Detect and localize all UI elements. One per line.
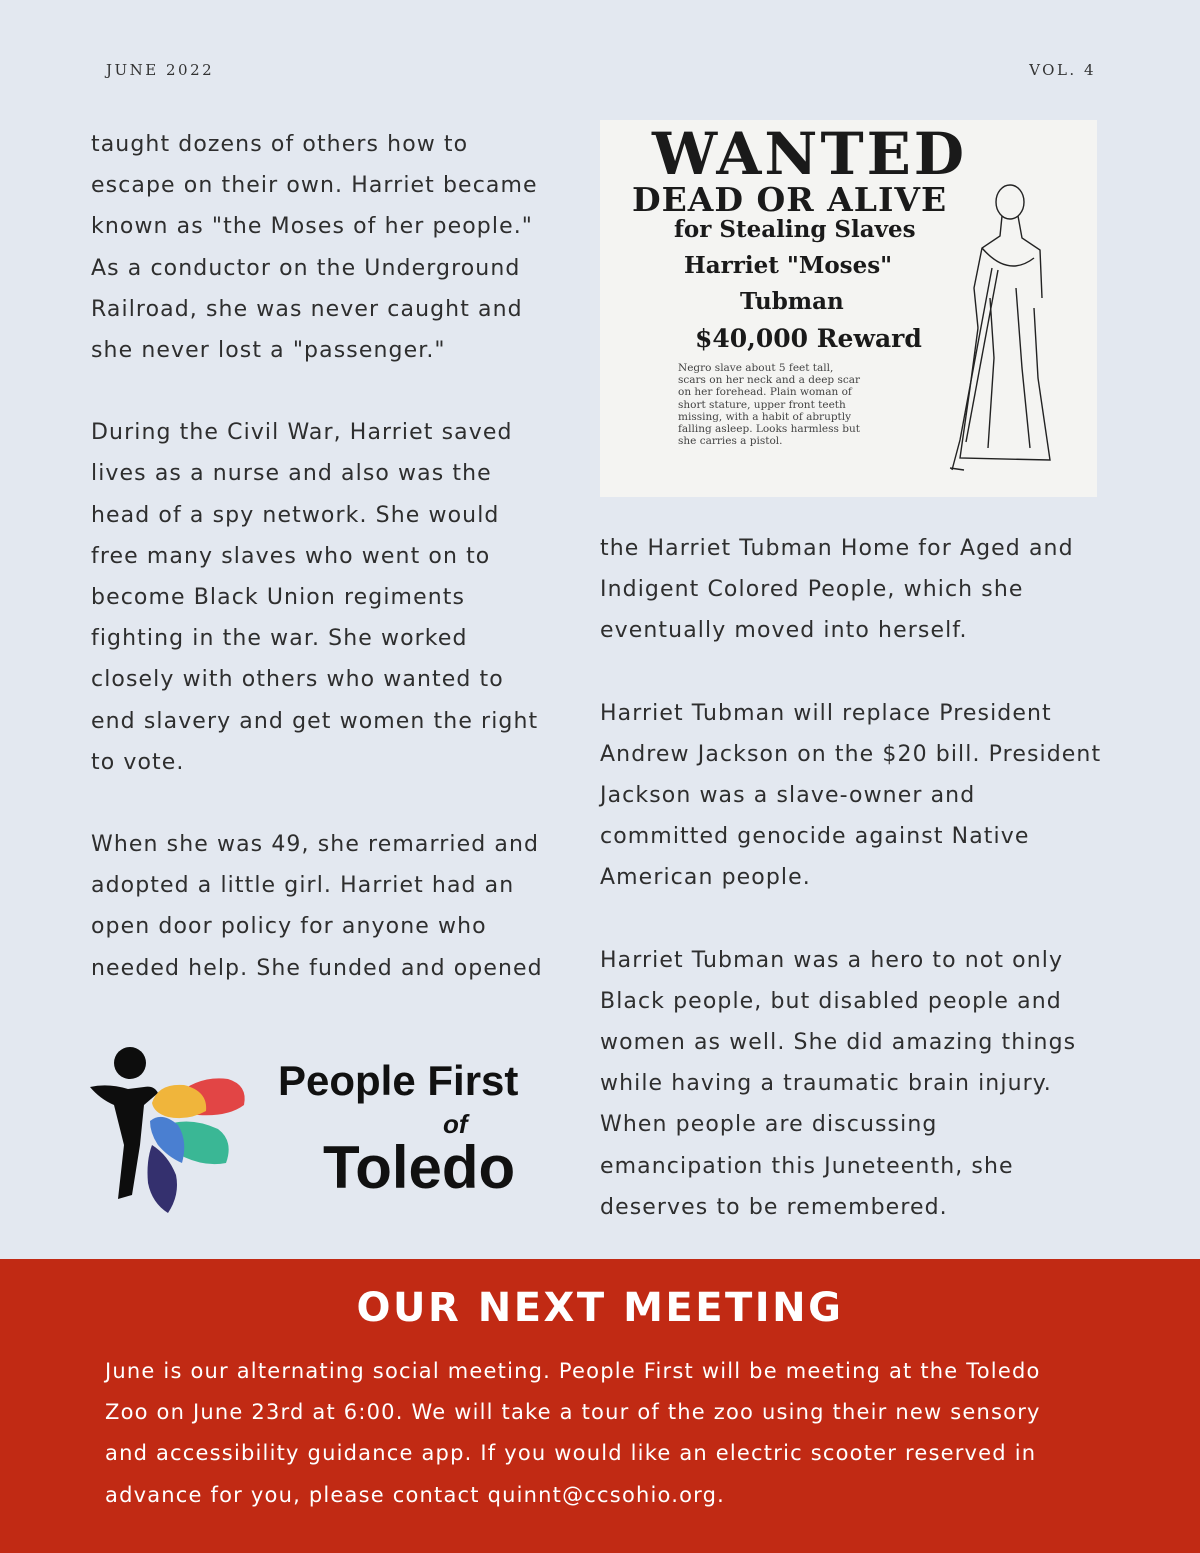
poster-name: Harriet "Moses" [684,252,893,279]
poster-description: Negro slave about 5 feet tall, scars on her neck and a deep scar on her forehead. Plain woman of short stature, upper front teeth missing, with a habit of abruptly falling asleep. Looks harmless but she carries a pistol. [678,362,861,448]
logo-line-3: Toledo [323,1134,516,1201]
poster-surname: Tubman [740,288,844,315]
volume-number: VOL. 4 [1029,61,1096,79]
logo-line-1: People First [278,1057,519,1104]
paragraph: Harriet Tubman was a hero to not only Black people, but disabled people and women as well. She did amazing things while having a traumatic brain injury. When people are discussing emancipation this Juneteenth, she deserves to be remembered. [600,947,1077,1220]
wanted-poster-image [600,120,1097,497]
paragraph: the Harriet Tubman Home for Aged and Indigent Colored People, which she eventually moved into herself. [600,536,1074,644]
poster-reward: $40,000 Reward [695,324,922,353]
right-column [600,528,1160,1228]
logo-line-2: of [443,1109,468,1139]
banner-title: OUR NEXT MEETING [356,1285,844,1331]
poster-dead-or-alive: DEAD OR ALIVE [632,180,948,219]
poster-charge: for Stealing Slaves [674,216,916,243]
paragraph: When she was 49, she remarried and adopted a little girl. Harriet had an open door policy for anyone who needed help. She funded and opened [91,832,543,981]
harriet-sketch-icon [930,178,1090,488]
issue-date: JUNE 2022 [106,61,215,79]
banner-body: June is our alternating social meeting. People First will be meeting at the Toledo Zoo on June 23rd at 6:00. We will take a tour of the zoo using their new sensory and accessibility guidance app. If you would like an electric scooter reserved in advance for you, please contact quinnt@ccsohio.org. [105,1359,1041,1507]
paragraph: taught dozens of others how to escape on their own. Harriet became known as "the Moses of her people." As a conductor on the Underground Railroad, she was never caught and she never lost a "passenger." [91,132,538,364]
people-first-logo [88,1045,558,1215]
poster-wanted-heading: WANTED [652,120,968,188]
paragraph: During the Civil War, Harriet saved lives as a nurse and also was the head of a spy network. She would free many slaves who went on to become Black Union regiments fighting in the war. She worked closely with others who wanted to end slavery and get women the right to vote. [91,420,539,775]
paragraph: Harriet Tubman will replace President Andrew Jackson on the $20 bill. President Jackson was a slave-owner and committed genocide against Native American people. [600,700,1102,891]
left-column [91,124,591,989]
person-butterfly-icon [88,1045,258,1215]
next-meeting-banner [0,1259,1200,1553]
